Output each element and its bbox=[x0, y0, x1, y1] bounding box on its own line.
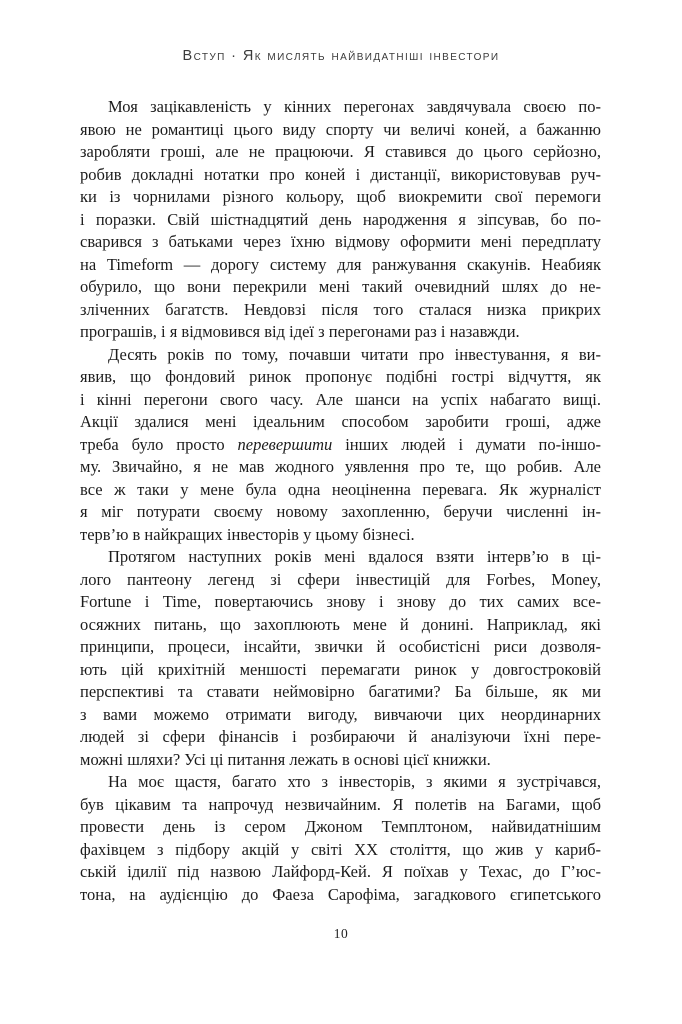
text-line: і поразки. Свій шістнадцятий день народження я зіпсував, бо по- bbox=[80, 209, 601, 229]
text-line: На моє щастя, багато хто з інвесторів, з якими я зустрічався, bbox=[108, 772, 601, 791]
text-line: треба було просто перевершити інших людей і думати по-іншо- bbox=[80, 434, 601, 454]
text-line: лого пантеону легенд зі сфери інвестицій для Forbes, Money, bbox=[80, 569, 601, 589]
text-line: фахівцем з підбору акцій у світі XX століття, що жив у кариб- bbox=[80, 839, 601, 859]
body-text bbox=[80, 96, 601, 906]
text-line: Протягом наступних років мені вдалося взяти інтерв’ю в ці- bbox=[108, 547, 601, 566]
text-line: Акції здалися мені ідеальним способом заробити гроші, адже bbox=[80, 412, 601, 431]
running-header: Вступ · Як мислять найвидатніші інвестори bbox=[182, 48, 500, 64]
text-line: зліченних багатств. Невдовзі після того сталася низка прикрих bbox=[80, 299, 601, 319]
text-line: робив докладні нотатки про коней і дистанції, використовував руч- bbox=[80, 164, 601, 184]
text-line: явив, що фондовий ринок пропонує подібні гострі відчуття, як bbox=[80, 367, 601, 386]
text-line: все ж таки у мене була одна неоціненна перевага. Як журналіст bbox=[80, 479, 601, 499]
text-line: на Timeform — дорогу систему для ранжування скакунів. Неабияк bbox=[80, 254, 601, 274]
text-line: ки із чорнилами різного кольору, щоб виокремити свої перемоги bbox=[80, 187, 601, 206]
text-line: обурило, що вони перекрили мені такий очевидний шлях до не- bbox=[80, 277, 601, 296]
text-line: принципи, процеси, інсайти, звички й особистісні риси дозволя- bbox=[80, 637, 601, 656]
text-line: Десять років по тому, почавши читати про інвестування, я ви- bbox=[108, 344, 601, 364]
text-line: програшів, і я відмовився від ідеї з перегонами раз і назавжди. bbox=[80, 322, 520, 341]
text-line: був цікавим та напрочуд незвичайним. Я полетів на Багами, щоб bbox=[80, 794, 601, 814]
text-line: людей зі сфери фінансів і розбираючи й аналізуючи їхні пере- bbox=[80, 727, 601, 746]
text-line: ській ідилії під назвою Лайфорд-Кей. Я поїхав у Техас, до Г’юс- bbox=[80, 862, 601, 881]
text-line: осяжних питань, що захоплюють мене й донині. Наприклад, які bbox=[80, 614, 601, 634]
text-line: Моя зацікавленість у кінних перегонах завдячувала своєю по- bbox=[108, 97, 601, 116]
text-line: тона, на аудієнцію до Фаеза Сарофіма, загадкового єгипетського bbox=[80, 884, 601, 904]
text-line: провести день із сером Джоном Темплтоном, найвидатнішим bbox=[80, 817, 601, 836]
text-line: можні шляхи? Усі ці питання лежать в основі цієї книжки. bbox=[80, 749, 491, 769]
text-line: з вами можемо отримати вигоду, вивчаючи цих неординарних bbox=[80, 704, 601, 724]
text-line: явою не романтиці цього виду спорту чи величі коней, а бажанню bbox=[80, 119, 601, 139]
text-line: терв’ю в найкращих інвесторів у цьому бізнесі. bbox=[80, 524, 415, 544]
page-number: 10 bbox=[333, 926, 349, 941]
text-line: Fortune і Time, повертаючись знову і знову до тих самих все- bbox=[80, 592, 601, 611]
text-line: перспективі та ставати неймовірно багатими? Ба більше, як ми bbox=[80, 682, 601, 701]
text-line: ють цій крихітній меншості перемагати ринок у довгостроковій bbox=[80, 659, 601, 679]
text-line: сварився з батьками через їхню відмову оформити мені передплату bbox=[80, 232, 601, 251]
text-line: я міг потурати своєму новому захопленню, беручи численні ін- bbox=[80, 502, 601, 521]
text-line: і кінні перегони свого часу. Але шанси на успіх набагато вищі. bbox=[80, 389, 601, 409]
text-line: заробляти гроші, але не працюючи. Я ставився до цього серйозно, bbox=[80, 142, 601, 161]
text-line: му. Звичайно, я не мав жодного уявлення про те, що робив. Але bbox=[80, 457, 601, 476]
